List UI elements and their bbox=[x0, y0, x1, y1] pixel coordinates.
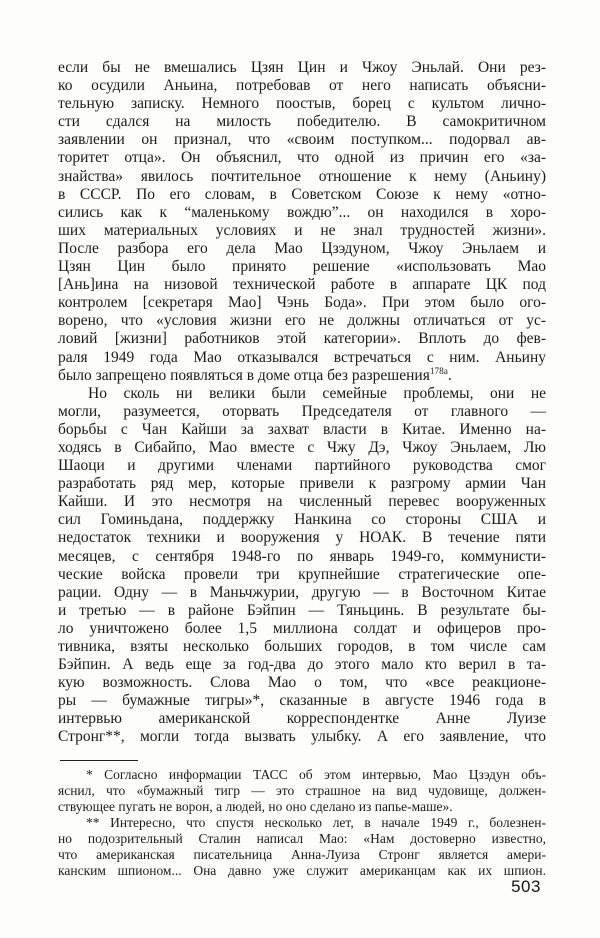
text-line: ловий [жизни] работников этой категории». Вплоть до фев- bbox=[58, 330, 546, 348]
main-text-block bbox=[58, 59, 546, 747]
text-line: интервью американской корреспондентке Анне Луизе bbox=[58, 710, 546, 728]
text-line: ворено, что «условия жизни его не должны отличаться от ус- bbox=[58, 312, 546, 330]
text-line: тельную записку. Немного поостыв, борец с культом лично- bbox=[58, 95, 546, 113]
text-line: недостаток техники и вооружения у НОАК. В течение пяти bbox=[58, 529, 546, 547]
text-line: ** Интересно, что спустя несколько лет, в начале 1949 г., болезнен- bbox=[86, 815, 546, 830]
text-line: могли, разумеется, оторвать Председателя от главного — bbox=[58, 402, 546, 420]
footnote-reference: 178a bbox=[429, 366, 448, 377]
text-line: что американская писательница Анна-Луиза Стронг является амери- bbox=[58, 847, 546, 862]
text-line: Кайши. И это несмотря на численный перевес вооруженных bbox=[58, 493, 546, 511]
text-line: месяцев, с сентября 1948-го по январь 1949-го, коммунисти- bbox=[58, 547, 546, 565]
text-line: Стронг**, могли тогда вызвать улыбку. А его заявление, что bbox=[58, 728, 546, 746]
text-line: [Ань]ина на низовой технической работе в аппарате ЦК под bbox=[58, 276, 546, 294]
text-line: и третью — в районе Бэйпин — Тяньцинь. В результате бы- bbox=[58, 601, 546, 619]
text-line: рации. Одну — в Маньчжурии, другую — в Восточном Китае bbox=[58, 583, 546, 601]
text-line: было запрещено появляться в доме отца без разрешения$^{178a}$. bbox=[58, 366, 452, 384]
text-line: Но сколь ни велики были семейные проблемы, они не bbox=[88, 384, 546, 402]
text-line: ло уничтожено более 1,5 миллиона солдат и офицеров про- bbox=[58, 619, 546, 637]
text-line: После разбора его дела Мао Цзэдуном, Чжоу Эньлаем и bbox=[58, 239, 546, 257]
text-line: знайства» явилось почтительное отношение к нему (Аньину) bbox=[58, 167, 546, 185]
text-line: торитет отца». Он объяснил, что одной из причин его «за- bbox=[58, 149, 546, 167]
footnotes-block bbox=[58, 767, 546, 879]
text-line: * Согласно информации ТАСС об этом интервью, Мао Цзэдун объ- bbox=[86, 767, 546, 782]
text-line: разработать ряд мер, которые привели к разгрому армии Чан bbox=[58, 475, 546, 493]
text-line: ствующее пугать не ворон, а людей, но оно сделано из папье-маше». bbox=[58, 799, 453, 814]
text-line: Цзян Цин было принято решение «использовать Мао bbox=[58, 258, 546, 276]
text-line: сились как к “маленькому вождю”... он находился в хоро- bbox=[58, 203, 546, 221]
text-line: контролем [секретаря Мао] Чэнь Бода». При этом было ого- bbox=[58, 294, 546, 312]
text-line: если бы не вмешались Цзян Цин и Чжоу Эньлай. Они рез- bbox=[58, 59, 546, 76]
text-line: канским шпионом... Она давно уже служит американцам как их шпион. bbox=[58, 863, 546, 878]
text-line: заявлении он признал, что «своим поступком... подорвал ав- bbox=[58, 131, 546, 149]
text-line: ры — бумажные тигры»*, сказанные в августе 1946 года в bbox=[58, 692, 546, 710]
text-line: Бэйпин. А ведь еще за год-два до этого мало кто верил в та- bbox=[58, 656, 546, 674]
text-line: яснил, что «бумажный тигр — это страшное на вид чудовище, должен- bbox=[58, 783, 546, 798]
text-line: сти сдался на милость победителю. В самокритичном bbox=[58, 113, 546, 131]
text-line: сил Гоминьдана, поддержку Нанкина со стороны США и bbox=[58, 511, 546, 529]
text-line: ших материальных условиях и не знал трудностей жизни». bbox=[58, 221, 546, 239]
text-line: кую возможность. Слова Мао о том, что «все реакционе- bbox=[58, 674, 546, 692]
footnote-separator bbox=[60, 760, 138, 761]
page-number: 503 bbox=[511, 877, 541, 896]
text-line: тивника, взяты несколько больших городов, в том числе сам bbox=[58, 638, 546, 655]
text-line: но подозрительный Сталин написал Мао: «Нам достоверно известно, bbox=[58, 831, 546, 846]
text-line: Шаоци и другими членами партийного руководства смог bbox=[58, 457, 546, 475]
text-line: раля 1949 года Мао отказывался встречаться с ним. Аньину bbox=[58, 348, 546, 366]
text-line: ходясь в Сибайпо, Мао вместе с Чжу Дэ, Чжоу Эньлаем, Лю bbox=[58, 438, 546, 456]
text-line: ческие войска провели три крупнейшие стратегические опе- bbox=[58, 565, 546, 583]
text-line: борьбы с Чан Кайши за захват власти в Китае. Именно на- bbox=[58, 420, 546, 438]
text-line: в СССР. По его словам, в Советском Союзе к нему «отно- bbox=[58, 185, 546, 203]
text-line: ко осудили Аньина, потребовав от него написать объясни- bbox=[58, 77, 546, 95]
